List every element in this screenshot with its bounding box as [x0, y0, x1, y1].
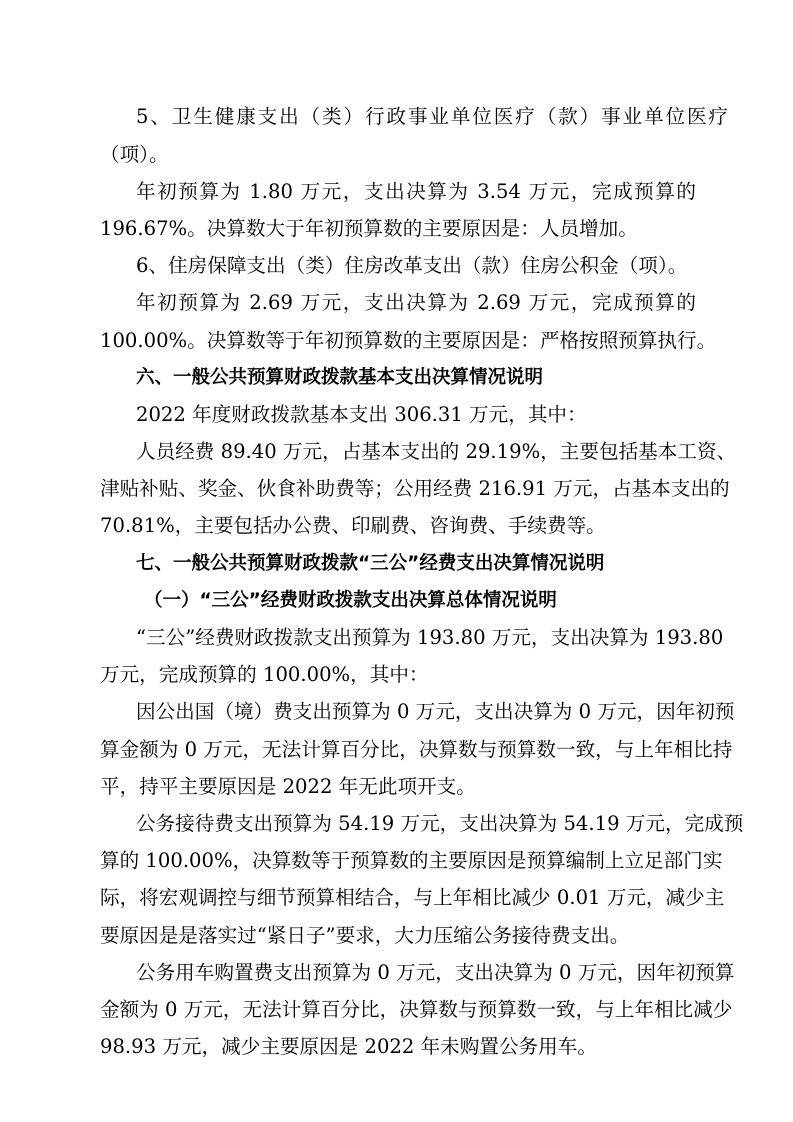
item-6-heading: 6、住房保障支出（类）住房改革支出（款）住房公积金（项）。 [136, 254, 688, 277]
three-public-para-line1: “三公”经费财政拨款支出预算为 193.80 万元，支出决算为 193.80 [136, 626, 724, 649]
reception-para-line2: 算的 100.00%，决算数等于预算数的主要原因是预算编制上立足部门实 [100, 849, 723, 872]
section-6-heading: 六、一般公共预算财政拨款基本支出决算情况说明 [136, 367, 544, 388]
reception-para-line4: 要原因是是落实过“紧日子”要求，大力压缩公务接待费支出。 [100, 924, 630, 947]
overseas-para-line2: 算金额为 0 万元，无法计算百分比，决算数与预算数一致，与上年相比持 [100, 738, 733, 761]
reception-para-line1: 公务接待费支出预算为 54.19 万元，支出决算为 54.19 万元，完成预 [136, 812, 744, 835]
item-5-detail-line2: 196.67%。决算数大于年初预算数的主要原因是：人员增加。 [100, 217, 638, 240]
overseas-para-line3: 平，持平主要原因是 2022 年无此项开支。 [100, 775, 476, 798]
vehicle-para-line3: 98.93 万元，减少主要原因是 2022 年未购置公务用车。 [100, 1035, 597, 1058]
section-6-para-line1: 人员经费 89.40 万元，占基本支出的 29.19%，主要包括基本工资、 [136, 440, 737, 463]
item-6-detail-line2: 100.00%。决算数等于年初预算数的主要原因是：严格按照预算执行。 [100, 329, 717, 352]
section-6-para-line3: 70.81%，主要包括办公费、印刷费、咨询费、手续费等。 [100, 514, 606, 537]
three-public-para-line2: 万元，完成预算的 100.00%，其中： [100, 663, 429, 686]
vehicle-para-line2: 金额为 0 万元，无法计算百分比，决算数与预算数一致，与上年相比减少 [100, 998, 733, 1021]
item-5-heading-line1: 5、卫生健康支出（类）行政事业单位医疗（款）事业单位医疗 [136, 105, 728, 128]
item-5-detail-line1: 年初预算为 1.80 万元，支出决算为 3.54 万元，完成预算的 [136, 180, 696, 203]
section-6-para-line2: 津贴补贴、奖金、伙食补助费等；公用经费 216.91 万元，占基本支出的 [100, 477, 730, 500]
section-6-total: 2022 年度财政拨款基本支出 306.31 万元，其中： [136, 403, 587, 426]
overseas-para-line1: 因公出国（境）费支出预算为 0 万元，支出决算为 0 万元，因年初预 [136, 700, 735, 723]
item-5-heading-line2: （项）。 [100, 143, 169, 166]
vehicle-para-line1: 公务用车购置费支出预算为 0 万元，支出决算为 0 万元，因年初预算 [136, 961, 735, 984]
reception-para-line3: 际，将宏观调控与细节预算相结合，与上年相比减少 0.01 万元，减少主 [100, 886, 725, 909]
item-6-detail-line1: 年初预算为 2.69 万元，支出决算为 2.69 万元，完成预算的 [136, 291, 696, 314]
section-7-subheading-1: （一）“三公”经费财政拨款支出决算总体情况说明 [144, 590, 557, 611]
section-7-heading: 七、一般公共预算财政拨款“三公”经费支出决算情况说明 [136, 553, 605, 574]
